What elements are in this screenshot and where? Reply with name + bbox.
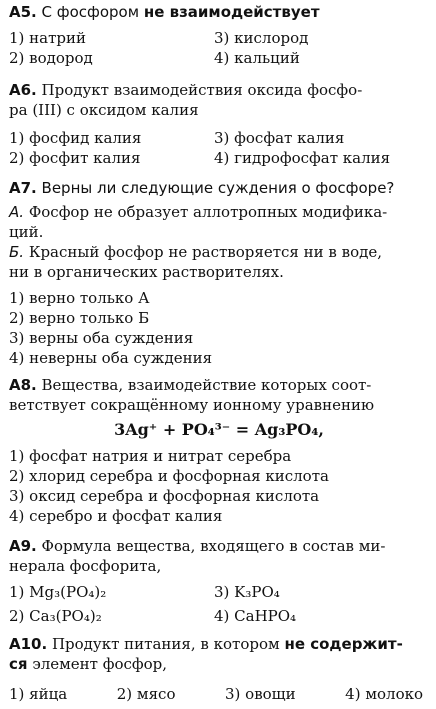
question-text: Продукт взаимодействия оксида фосфо- xyxy=(41,81,363,99)
question-text: нерала фосфорита, xyxy=(9,557,162,575)
question-text: Вещества, взаимодействие которых соот- xyxy=(41,376,372,394)
statement-label: А. xyxy=(9,203,25,221)
question-number: А10. xyxy=(9,635,48,653)
answer-option[interactable]: 4) гидрофосфат калия xyxy=(214,149,391,167)
question-a6 xyxy=(9,80,429,168)
answer-option[interactable]: 3) оксид серебра и фосфорная кислота xyxy=(9,487,320,505)
question-text: элемент фосфор, xyxy=(32,655,168,673)
answer-option[interactable]: 4) неверны оба суждения xyxy=(9,349,213,367)
question-text: Верны ли следующие суждения о фосфоре? xyxy=(41,179,395,197)
question-number: А5. xyxy=(9,3,37,21)
answer-option[interactable]: 3) верны оба суждения xyxy=(9,329,194,347)
answer-option[interactable]: 1) Mg₃(PO₄)₂ xyxy=(9,583,107,601)
answer-option[interactable]: 1) фосфат натрия и нитрат серебра xyxy=(9,447,292,465)
answer-option[interactable]: 3) K₃PO₄ xyxy=(214,583,280,601)
answer-option[interactable]: 4) CaHPO₄ xyxy=(214,607,297,625)
answer-option[interactable]: 4) серебро и фосфат калия xyxy=(9,507,223,525)
question-a7 xyxy=(9,178,429,368)
answer-option[interactable]: 2) мясо xyxy=(116,685,176,703)
answer-option[interactable]: 1) фосфид калия xyxy=(9,129,142,147)
answer-option[interactable]: 3) кислород xyxy=(214,29,309,47)
question-text-bold: не взаимодействует xyxy=(143,3,320,21)
statement-text: Фосфор не образует аллотропных модифика- xyxy=(28,203,388,221)
question-text: Продукт питания, в котором xyxy=(51,635,280,653)
answer-option[interactable]: 2) Ca₃(PO₄)₂ xyxy=(9,607,102,625)
ionic-equation: 3Ag⁺ + PO₄³⁻ = Ag₃PO₄, xyxy=(114,420,324,439)
answer-option[interactable]: 4) молоко xyxy=(345,685,423,703)
question-text: С фосфором xyxy=(41,3,140,21)
statement-text: ций. xyxy=(9,223,44,241)
statement-text: Красный фосфор не растворяется ни в воде, xyxy=(28,243,382,261)
answer-option[interactable]: 1) натрий xyxy=(9,29,86,47)
question-text: ветствует сокращённому ионному уравнению xyxy=(9,396,375,414)
statement-label: Б. xyxy=(9,243,25,261)
answer-option[interactable]: 2) фосфит калия xyxy=(9,149,141,167)
statement-text: ни в органических растворителях. xyxy=(9,263,284,281)
question-a5 xyxy=(9,2,429,68)
answer-option[interactable]: 1) яйца xyxy=(9,685,68,703)
question-text-bold: ся xyxy=(9,655,28,673)
question-text: ра (III) с оксидом калия xyxy=(9,101,199,119)
answer-option[interactable]: 3) овощи xyxy=(225,685,296,703)
question-a9 xyxy=(9,536,429,628)
answer-option[interactable]: 2) верно только Б xyxy=(9,309,150,327)
question-text: Формула вещества, входящего в состав ми- xyxy=(41,537,386,555)
answer-option[interactable]: 3) фосфат калия xyxy=(214,129,345,147)
question-a8 xyxy=(9,375,429,526)
question-number: А7. xyxy=(9,179,37,197)
question-number: А8. xyxy=(9,376,37,394)
answer-option[interactable]: 2) хлорид серебра и фосфорная кислота xyxy=(9,467,329,485)
answer-option[interactable]: 4) кальций xyxy=(214,49,300,67)
answer-option[interactable]: 1) верно только А xyxy=(9,289,150,307)
question-text-bold: не содержит- xyxy=(284,635,403,653)
question-number: А6. xyxy=(9,81,37,99)
question-a10 xyxy=(9,634,429,704)
question-number: А9. xyxy=(9,537,37,555)
answer-option[interactable]: 2) водород xyxy=(9,49,93,67)
